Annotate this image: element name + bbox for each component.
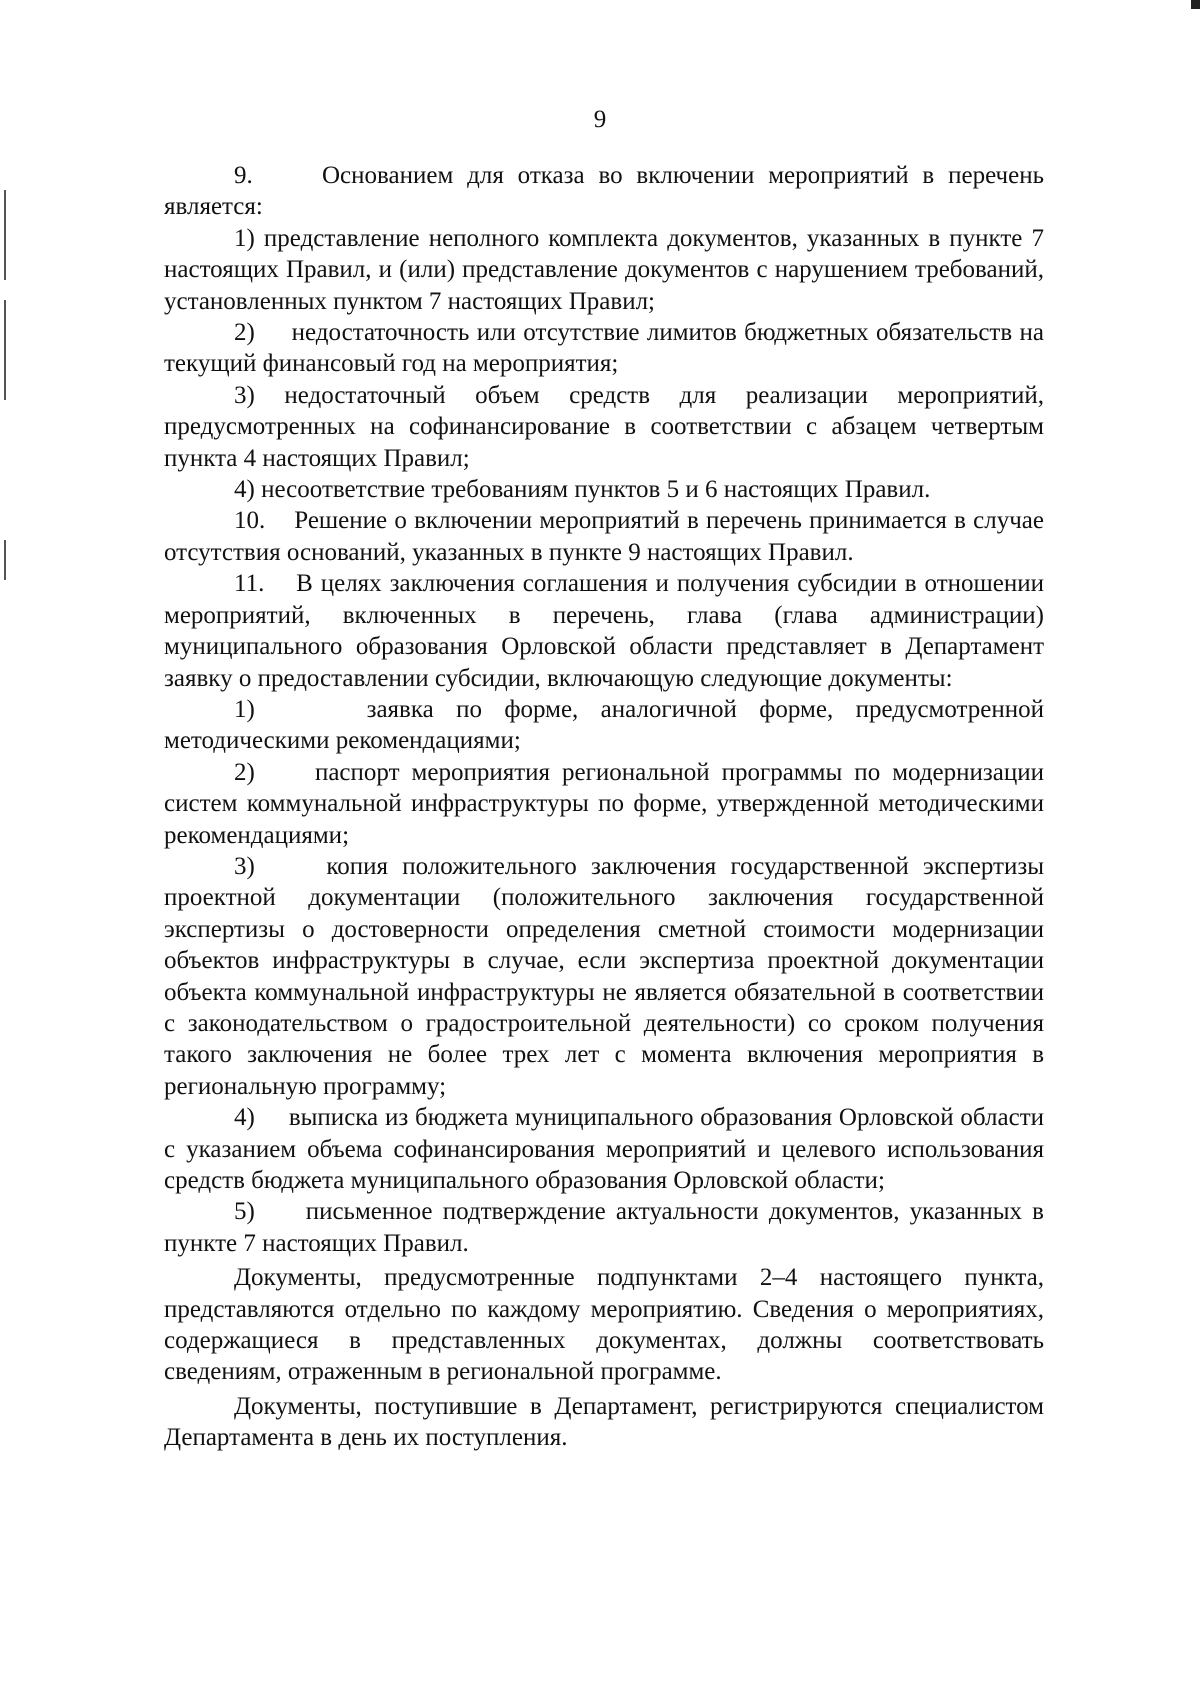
scan-edge-mark [4,540,6,580]
paragraph-9-item-4: 4) несоответствие требованиям пунктов 5 и 6 настоящих Правил. [234,476,931,504]
paragraph-9-item-2: 2) недостаточность или отсутствие лимитов бюджетных обязательств на текущий финансовый год на мероприятия; [164,319,1044,378]
paragraph-11: 11. В целях заключения соглашения и получения субсидии в отношении мероприятий, включенных в перечень, глава (глава администрации) муниципального образования Орловской области представляет в Департамент заявку о предоставлении субсидии, включающую следующие документы: [164,570,1044,692]
page-number: 9 [593,106,607,133]
document-body [164,160,1044,1454]
paragraph-10: 10. Решение о включении мероприятий в перечень принимается в случае отсутствия оснований, указанных в пункте 9 настоящих Правил. [164,507,1044,566]
scan-corner-mark [1191,0,1200,9]
paragraph-11-item-2: 2) паспорт мероприятия региональной программы по модернизации систем коммунальной инфраструктуры по форме, утвержденной методическими рекомендациями; [164,758,1044,849]
paragraph-11-item-5: 5) письменное подтверждение актуальности документов, указанных в пункте 7 настоящих Правил. [164,1198,1044,1257]
paragraph-9-item-1: 1) представление неполного комплекта документов, указанных в пункте 7 настоящих Правил, и (или) представление документов с нарушением требований, установленных пунктом 7 настоящих Правил; [164,224,1044,315]
paragraph-9: 9. Основанием для отказа во включении мероприятий в перечень является: [164,162,1044,221]
paragraph-9-item-3: 3) недостаточный объем средств для реализации мероприятий, предусмотренных на софинансирование в соответствии с абзацем четвертым пункта 4 настоящих Правил; [164,381,1044,472]
scan-edge-mark [4,190,6,280]
paragraph-documents-separate: Документы, предусмотренные подпунктами 2–4 настоящего пункта, представляются отдельно по каждому мероприятию. Сведения о мероприятиях, содержащиеся в представленных документах, должны соответствовать сведениям, отраженным в региональной программе. [164,1264,1044,1386]
paragraph-11-item-4: 4) выписка из бюджета муниципального образования Орловской области с указанием объема софинансирования мероприятий и целевого использования средств бюджета муниципального образования Орловской области; [164,1104,1044,1194]
paragraph-11-item-3: 3) копия положительного заключения государственной экспертизы проектной документации (положительного заключения государственной экспертизы о достоверности определения сметной стоимости модернизации объектов инфраструктуры в случае, если экспертиза проектной документации объекта коммунальной инфраструктуры не является обязательной в соответствии с законодательством о градостроительной деятельности) со сроком получения такого заключения не более трех лет с момента включения мероприятия в региональную программу; [164,852,1044,1100]
paragraph-documents-registration: Документы, поступившие в Департамент, регистрируются специалистом Департамента в день их поступления. [164,1392,1044,1452]
paragraph-11-item-1: 1) заявка по форме, аналогичной форме, предусмотренной методическими рекомендациями; [164,695,1044,755]
scan-edge-mark [4,300,6,400]
